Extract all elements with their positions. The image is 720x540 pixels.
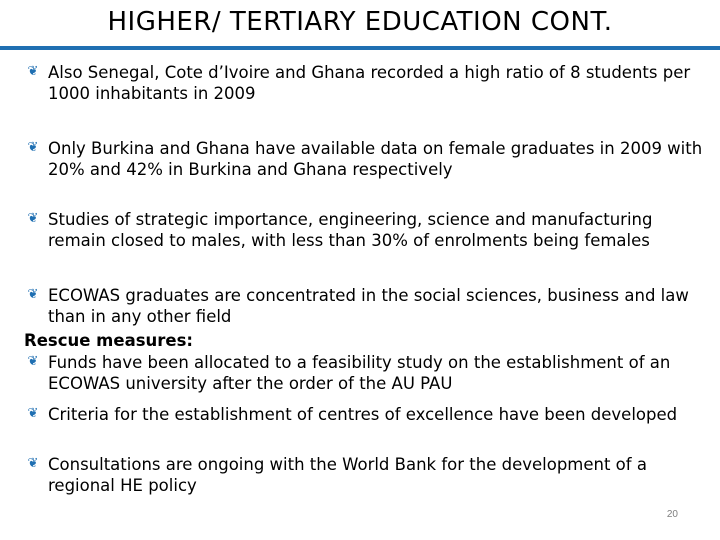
title-bar bbox=[0, 0, 720, 50]
bullet-text: Studies of strategic importance, engineering, science and manufacturing remain closed to males, with less than 30% of enrolments being females bbox=[48, 210, 653, 250]
bullet-text: ECOWAS graduates are concentrated in the social sciences, business and law than in any other field bbox=[48, 286, 689, 326]
flourish-bullet-icon: ❦ bbox=[27, 456, 39, 471]
rescue-text: Funds have been allocated to a feasibility study on the establishment of an ECOWAS university after the order of the AU PAU bbox=[48, 353, 671, 393]
bullet-item bbox=[24, 138, 704, 180]
rescue-text: Consultations are ongoing with the World Bank for the development of a regional HE policy bbox=[48, 455, 647, 495]
bullet-item bbox=[24, 285, 704, 327]
bullet-text: Also Senegal, Cote d’Ivoire and Ghana recorded a high ratio of 8 students per 1000 inhabitants in 2009 bbox=[48, 63, 691, 103]
rescue-text: Criteria for the establishment of centres of excellence have been developed bbox=[48, 405, 678, 424]
rescue-item bbox=[24, 454, 704, 496]
flourish-bullet-icon: ❦ bbox=[27, 354, 39, 369]
flourish-bullet-icon: ❦ bbox=[27, 406, 39, 421]
bullet-item bbox=[24, 209, 704, 251]
flourish-bullet-icon: ❦ bbox=[27, 287, 39, 302]
flourish-bullet-icon: ❦ bbox=[27, 64, 39, 79]
page-number: 20 bbox=[666, 509, 678, 520]
bullet-text: Only Burkina and Ghana have available data on female graduates in 2009 with 20% and 42% in Burkina and Ghana respectively bbox=[48, 139, 703, 179]
bullet-item bbox=[24, 62, 704, 104]
rescue-item bbox=[24, 404, 704, 425]
rescue-item bbox=[24, 352, 704, 394]
slide-title: HIGHER/ TERTIARY EDUCATION CONT. bbox=[107, 7, 613, 37]
flourish-bullet-icon: ❦ bbox=[27, 140, 39, 155]
flourish-bullet-icon: ❦ bbox=[27, 211, 39, 226]
rescue-heading: Rescue measures: bbox=[24, 331, 194, 350]
